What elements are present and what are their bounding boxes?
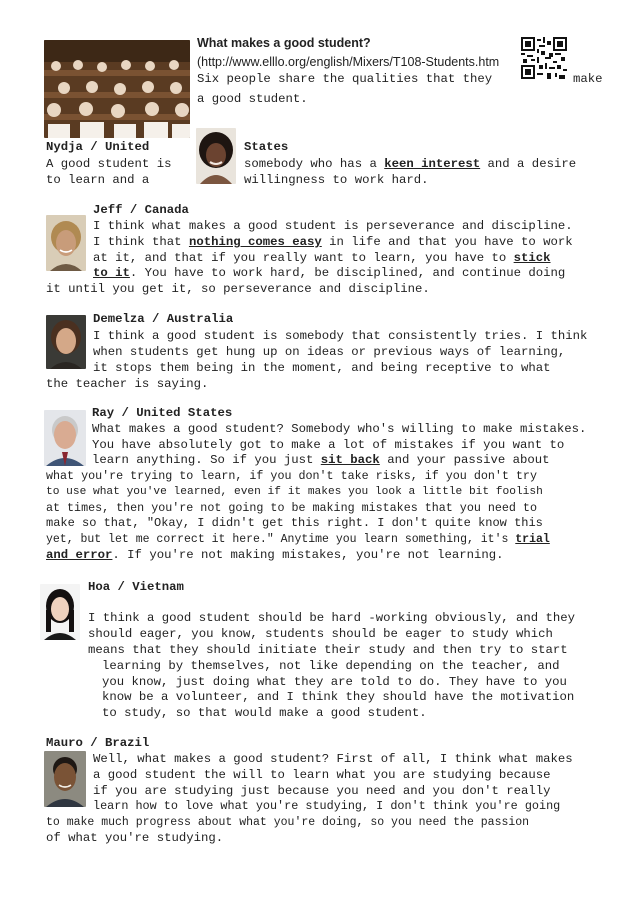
hoa-photo bbox=[40, 584, 80, 640]
jeff-text-line: I think that nothing comes easy in life and that you have to work bbox=[93, 235, 573, 249]
header-description: Six people share the qualities that they bbox=[197, 72, 493, 86]
jeff-text-line: it until you get it, so perseverance and discipline. bbox=[46, 282, 430, 296]
nydja-text-line: somebody who has a keen interest and a desire bbox=[244, 157, 577, 171]
ray-text-line: learn anything. So if you just sit back and your passive about bbox=[92, 453, 550, 467]
speaker-demelza-name: Demelza / Australia bbox=[93, 312, 234, 326]
demelza-text-line: it stops them being in the moment, and being receptive to what bbox=[93, 361, 551, 375]
ray-text-line: at times, then you're not going to be making mistakes that you need to bbox=[46, 501, 537, 515]
hoa-text-line: should eager, you know, students should be eager to study which bbox=[88, 627, 553, 641]
keyword-sit-back: sit back bbox=[320, 453, 380, 467]
mauro-text-line: of what you're studying. bbox=[46, 831, 224, 845]
hoa-text-line: know be a volunteer, and I think they should have the motivation bbox=[102, 690, 575, 704]
document-title: What makes a good student? bbox=[197, 36, 371, 50]
nydja-text-line: willingness to work hard. bbox=[244, 173, 429, 187]
keyword-stick: stick bbox=[513, 251, 551, 265]
jeff-text-line: to it. You have to work hard, be disciplined, and continue doing bbox=[93, 266, 566, 280]
speaker-jeff-name: Jeff / Canada bbox=[93, 203, 189, 217]
mauro-text-line: a good student the will to learn what you are studying because bbox=[93, 768, 551, 782]
keyword-to-it: to it bbox=[93, 266, 130, 280]
jeff-text-line: at it, and that if you really want to learn, you have to stick bbox=[93, 251, 551, 265]
mauro-photo bbox=[44, 751, 86, 807]
nydja-text-line: A good student is bbox=[46, 157, 172, 171]
keyword-trial: trial bbox=[515, 533, 550, 546]
speaker-hoa-name: Hoa / Vietnam bbox=[88, 580, 184, 594]
hoa-text-line: I think a good student should be hard -working obviously, and they bbox=[88, 611, 576, 625]
mauro-text-line: if you are studying just because you need and you don't really bbox=[93, 784, 551, 798]
ray-text-line: yet, but let me correct it here." Anytime you learn something, it's trial bbox=[46, 533, 550, 546]
nydja-text-line: to learn and a bbox=[46, 173, 150, 187]
ray-text-line: and error. If you're not making mistakes, you're not learning. bbox=[46, 548, 504, 562]
nydja-photo bbox=[196, 128, 236, 184]
ray-text-line: You have absolutely got to make a lot of mistakes if you want to bbox=[92, 438, 565, 452]
keyword-keen-interest: keen interest bbox=[384, 157, 481, 171]
speaker-mauro-name: Mauro / Brazil bbox=[46, 736, 150, 750]
qr-code[interactable] bbox=[521, 37, 567, 79]
mauro-text-line: learn how to love what you're studying, I don't think you're going bbox=[93, 799, 561, 813]
hoa-text-line: means that they should initiate their study and then try to start bbox=[88, 643, 568, 657]
ray-text-line: to use what you've learned, even if it makes you look a little bit foolish bbox=[46, 486, 543, 498]
hoa-text-line: learning by themselves, not like depending on the teacher, and bbox=[102, 659, 560, 673]
ray-text-line: make so that, "Okay, I didn't get this right. I don't quite know this bbox=[46, 516, 543, 530]
ray-text-line: What makes a good student? Somebody who's willing to make mistakes. bbox=[92, 422, 587, 436]
keyword-and-error: and error bbox=[46, 548, 113, 562]
keyword-nothing-comes-easy: nothing comes easy bbox=[188, 235, 322, 249]
speaker-nydja-name: Nydja / United bbox=[46, 140, 150, 154]
header-description-end: a good student. bbox=[197, 92, 308, 106]
ray-text-line: what you're trying to learn, if you don't take risks, if you don't try bbox=[46, 469, 537, 483]
source-link[interactable]: (http://www.elllo.org/english/Mixers/T108-Students.htm bbox=[197, 55, 500, 69]
mauro-text-line: to make much progress about what you're doing, so you need the passion bbox=[46, 816, 530, 829]
hoa-text-line: you know, just doing what they are told to do. They have to you bbox=[102, 675, 567, 689]
demelza-text-line: the teacher is saying. bbox=[46, 377, 209, 391]
mauro-text-line: Well, what makes a good student? First of all, I think what makes bbox=[93, 752, 573, 766]
speaker-ray-name: Ray / United States bbox=[92, 406, 233, 420]
jeff-text-line: I think what makes a good student is perseverance and discipline. bbox=[93, 219, 573, 233]
speaker-nydja-name-cont: States bbox=[244, 140, 289, 154]
ray-photo bbox=[44, 410, 86, 466]
hoa-text-line: to study, so that would make a good student. bbox=[102, 706, 427, 720]
demelza-text-line: when students get hung up on ideas or previous ways of learning, bbox=[93, 345, 566, 359]
demelza-photo bbox=[46, 315, 86, 369]
demelza-text-line: I think a good student is somebody that consistently tries. I think bbox=[93, 329, 588, 343]
header-description-cont: make bbox=[573, 72, 603, 86]
jeff-photo bbox=[46, 215, 86, 271]
classroom-photo bbox=[44, 40, 190, 138]
